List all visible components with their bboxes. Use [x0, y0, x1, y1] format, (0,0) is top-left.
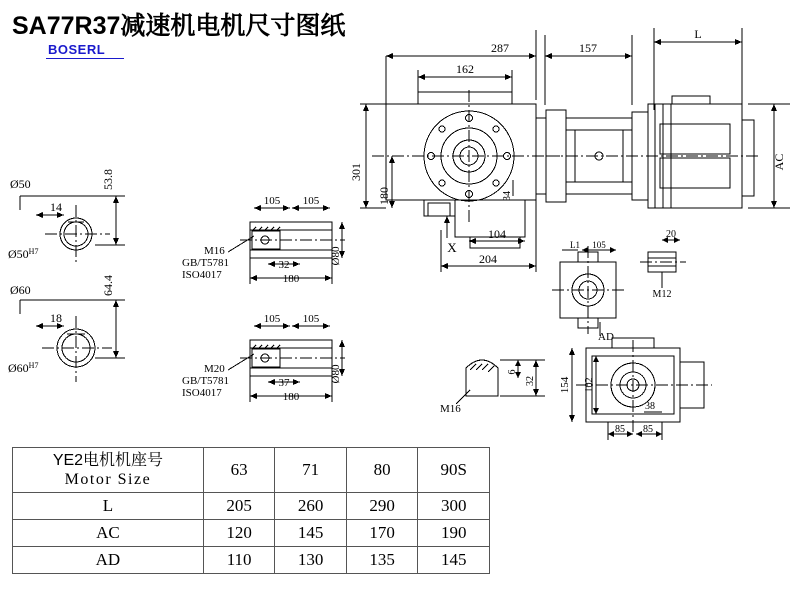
- dim-157-label: 157: [579, 41, 597, 55]
- shaft-60-key-label: 18: [50, 311, 62, 325]
- motorview-102-label: 102: [584, 377, 595, 393]
- bolt-thread-label: M16: [440, 403, 461, 415]
- table-cell-AC-63: 120: [203, 520, 275, 547]
- table-cell-AD-90S: 145: [418, 547, 490, 574]
- table-header-size-1: 71: [275, 448, 347, 493]
- bolt-dim-32: 32: [525, 376, 536, 386]
- detail1-dim-180: 180: [282, 273, 300, 285]
- table-cell-AC-80: 170: [346, 520, 418, 547]
- detail1-standard1: GB/T5781: [182, 257, 230, 269]
- table-cell-L-90S: 300: [418, 493, 490, 520]
- bolt-dim-6: 6: [507, 369, 518, 375]
- detail2-dim-105a: 105: [263, 313, 281, 325]
- motorview-85a-label: 85: [615, 424, 625, 435]
- detail2-standard2: ISO4017: [182, 387, 222, 399]
- motorview-38-label: 38: [645, 401, 655, 412]
- detail2-dim-180: 180: [282, 391, 300, 403]
- detail1-dim-32: 32: [278, 259, 290, 271]
- detail1-standard2: ISO4017: [182, 269, 222, 281]
- detail1-thread-label: M16: [204, 245, 225, 257]
- dim-180-label: 180: [377, 187, 391, 205]
- detail-20-label: 20: [666, 229, 676, 240]
- detail2-dim-105b: 105: [302, 313, 320, 325]
- table-row-label-AD: AD: [13, 547, 204, 574]
- detail1-dim-dia: Ø80: [330, 246, 342, 266]
- detail2-thread-label: M20: [204, 363, 225, 375]
- motorview-154-label: 154: [559, 376, 571, 394]
- detail2-dim-37: 37: [278, 377, 290, 389]
- shaft-60-dia-label: Ø60: [10, 283, 31, 297]
- shaft-50-key-label: 14: [50, 200, 62, 214]
- motor-size-table: [12, 447, 490, 574]
- table-header-row: [13, 448, 490, 493]
- table-cell-AD-80: 135: [346, 547, 418, 574]
- dim-162-label: 162: [456, 62, 474, 76]
- shaft-60-tol-label: $Ø60^{H7}$: [8, 361, 39, 375]
- table-cell-AC-71: 145: [275, 520, 347, 547]
- brand-logo: BOSERL: [48, 42, 106, 57]
- table-header-label: [13, 448, 204, 493]
- shaft-50-height-label: 53.8: [101, 169, 115, 190]
- endview-L1-label: L1: [570, 240, 580, 250]
- table-cell-L-63: 205: [203, 493, 275, 520]
- table-row-label-L: L: [13, 493, 204, 520]
- table-header-size-2: 80: [346, 448, 418, 493]
- table-header-label-cn: YE2电机机座号: [52, 452, 164, 469]
- dim-AC-label: AC: [772, 153, 786, 171]
- shaft-50-tol-label: $Ø50^{H7}$: [8, 247, 39, 261]
- dim-104-label: 104: [488, 227, 506, 241]
- dim-204-label: 204: [479, 252, 497, 266]
- detail1-dim-105b: 105: [302, 195, 320, 207]
- endview-105-label: 105: [592, 240, 606, 250]
- shaft-50-dia-label: Ø50: [10, 177, 31, 191]
- table-row-label-AC: AC: [13, 520, 204, 547]
- table-cell-L-80: 290: [346, 493, 418, 520]
- shaft-60-height-label: 64.4: [101, 275, 115, 296]
- detail2-standard1: GB/T5781: [182, 375, 230, 387]
- motorview-85b-label: 85: [643, 424, 653, 435]
- table-cell-L-71: 260: [275, 493, 347, 520]
- label-X: X: [447, 240, 457, 255]
- table-cell-AD-63: 110: [203, 547, 275, 574]
- table-cell-AD-71: 130: [275, 547, 347, 574]
- table-row: [13, 547, 490, 574]
- dim-L-label: L: [694, 27, 702, 41]
- page-title: SA77R37减速机电机尺寸图纸: [12, 12, 346, 40]
- dim-287-label: 287: [491, 41, 509, 55]
- detail-M12-label: M12: [652, 289, 672, 300]
- table-header-size-0: 63: [203, 448, 275, 493]
- table-header-label-en: Motor Size: [64, 471, 152, 488]
- table-row: [13, 493, 490, 520]
- detail2-dim-dia: Ø80: [330, 364, 342, 384]
- endview-AD-label: AD: [598, 331, 614, 343]
- table-row: [13, 520, 490, 547]
- dim-34-label: 34: [502, 191, 513, 201]
- detail1-dim-105a: 105: [263, 195, 281, 207]
- dim-301-label: 301: [349, 163, 363, 181]
- table-cell-AC-90S: 190: [418, 520, 490, 547]
- table-header-size-3: 90S: [418, 448, 490, 493]
